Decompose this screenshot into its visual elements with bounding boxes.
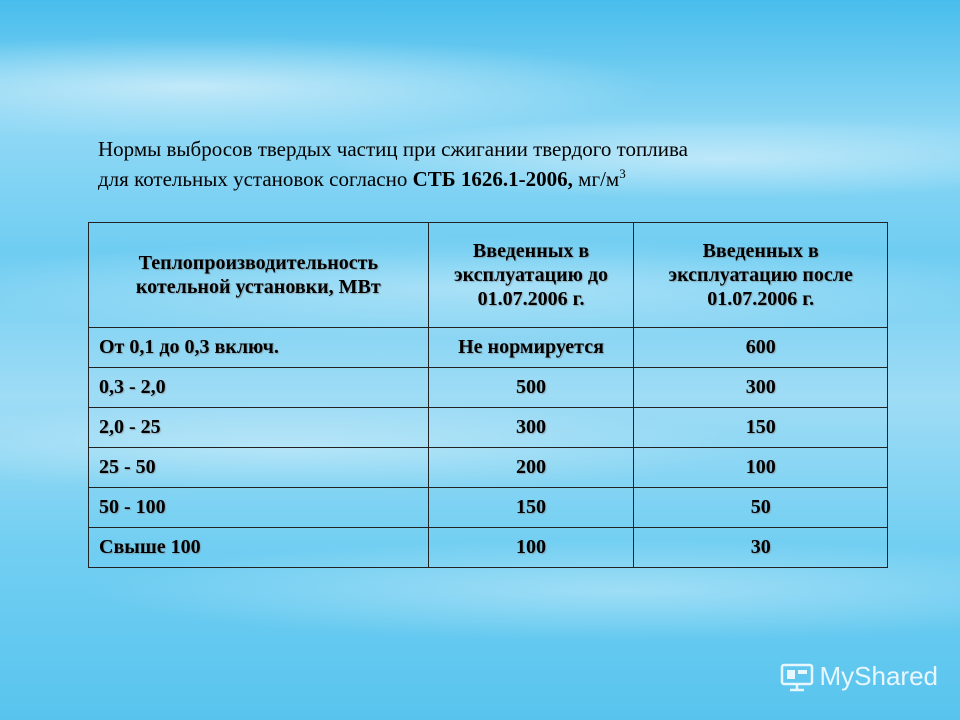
emission-norms-table — [88, 222, 888, 568]
title-line-2 — [98, 164, 898, 194]
row-after: 30 — [634, 528, 888, 568]
table-row — [89, 448, 888, 488]
row-capacity: От 0,1 до 0,3 включ. — [89, 328, 429, 368]
row-before: 200 — [428, 448, 634, 488]
monitor-icon — [780, 662, 814, 692]
table-row — [89, 368, 888, 408]
table-row — [89, 408, 888, 448]
unit: мг/м — [572, 167, 620, 191]
row-before: 500 — [428, 368, 634, 408]
row-after: 50 — [634, 488, 888, 528]
row-after: 600 — [634, 328, 888, 368]
row-before: 100 — [428, 528, 634, 568]
row-after: 300 — [634, 368, 888, 408]
row-capacity: 0,3 - 2,0 — [89, 368, 429, 408]
unit-exponent: 3 — [619, 166, 626, 181]
watermark-text: MyShared — [819, 661, 938, 691]
row-capacity: Свыше 100 — [89, 528, 429, 568]
row-before: 300 — [428, 408, 634, 448]
row-after: 100 — [634, 448, 888, 488]
row-after: 150 — [634, 408, 888, 448]
header-after: Введенных в эксплуатацию после 01.07.2006 г. — [634, 223, 888, 328]
row-capacity: 25 - 50 — [89, 448, 429, 488]
header-before: Введенных в эксплуатацию до 01.07.2006 г. — [428, 223, 634, 328]
row-before: 150 — [428, 488, 634, 528]
standard-code: СТБ 1626.1-2006, — [412, 167, 573, 191]
title-line-1: Нормы выбросов твердых частиц при сжигании твердого топлива — [98, 137, 688, 161]
watermark — [780, 661, 939, 692]
header-capacity: Теплопроизводительность котельной установки, МВт — [89, 223, 429, 328]
row-capacity: 2,0 - 25 — [89, 408, 429, 448]
table-row — [89, 528, 888, 568]
title-prefix: для котельных установок согласно — [98, 167, 413, 191]
row-before: Не нормируется — [428, 328, 634, 368]
slide-title — [98, 134, 898, 194]
table-row — [89, 328, 888, 368]
table-header-row — [89, 223, 888, 328]
row-capacity: 50 - 100 — [89, 488, 429, 528]
table-row — [89, 488, 888, 528]
